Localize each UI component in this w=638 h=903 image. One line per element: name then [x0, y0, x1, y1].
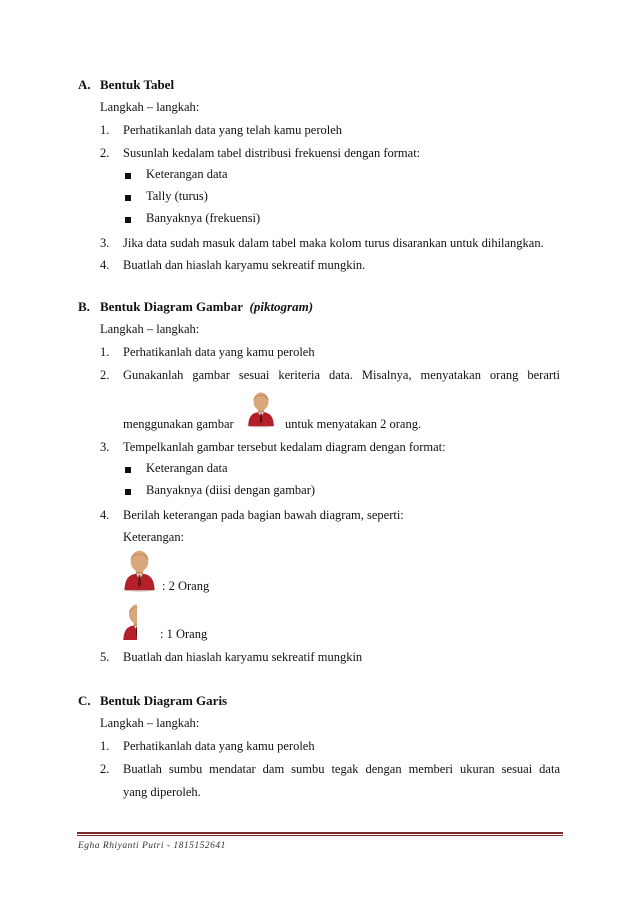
list-item-continued: yang diperoleh.	[123, 785, 201, 799]
section-b-title-italic: (piktogram)	[249, 299, 314, 314]
list-number: 2.	[100, 368, 110, 382]
half-person-icon	[121, 602, 137, 640]
list-item: Tempelkanlah gambar tersebut kedalam diagram dengan format:	[123, 440, 446, 454]
list-item: Buatlah dan hiaslah karyamu sekreatif mungkin.	[123, 258, 366, 272]
list-item-continued: menggunakan gambar	[123, 417, 234, 431]
list-number: 3.	[100, 440, 110, 454]
list-number: 3.	[100, 236, 110, 250]
list-number: 1.	[100, 123, 110, 137]
list-item: Buatlah dan hiaslah karyamu sekreatif mungkin	[123, 650, 363, 664]
section-b-steps-label: Langkah – langkah:	[100, 322, 200, 336]
list-item-continued: untuk menyatakan 2 orang.	[285, 417, 422, 431]
list-item: Buatlah sumbu mendatar dam sumbu tegak dengan memberi ukuran sesuai data	[123, 762, 560, 776]
section-b-letter: B.	[78, 299, 90, 314]
list-item: Perhatikanlah data yang kamu peroleh	[123, 345, 315, 359]
bullet-square	[125, 467, 131, 473]
legend-half-value: : 1 Orang	[160, 627, 208, 641]
legend-label: Keterangan:	[123, 530, 185, 544]
section-a-title: Bentuk Tabel	[100, 77, 175, 92]
list-number: 2.	[100, 146, 110, 160]
footer-rule-thin	[77, 835, 563, 836]
bullet-square	[125, 489, 131, 495]
legend-full-value: : 2 Orang	[162, 579, 210, 593]
list-item: Perhatikanlah data yang kamu peroleh	[123, 739, 315, 753]
list-item: Perhatikanlah data yang telah kamu peroleh	[123, 123, 343, 137]
bullet-item: Keterangan data	[146, 461, 228, 475]
list-item: Berilah keterangan pada bagian bawah diagram, seperti:	[123, 508, 404, 522]
section-b-title-main: Bentuk Diagram Gambar	[100, 299, 243, 314]
section-c-title: Bentuk Diagram Garis	[100, 693, 228, 708]
footer-author: Egha Rhiyanti Putri - 1815152641	[78, 841, 226, 851]
list-number: 2.	[100, 762, 110, 776]
person-icon	[246, 387, 276, 431]
bullet-square	[125, 173, 131, 179]
list-item: Jika data sudah masuk dalam tabel maka kolom turus disarankan untuk dihilangkan.	[123, 236, 544, 250]
list-number: 5.	[100, 650, 110, 664]
bullet-item: Banyaknya (diisi dengan gambar)	[146, 483, 316, 497]
section-a-steps-label: Langkah – langkah:	[100, 100, 200, 114]
bullet-square	[125, 195, 131, 201]
list-number: 4.	[100, 508, 110, 522]
bullet-item: Tally (turus)	[146, 189, 208, 203]
list-item: Gunakanlah gambar sesuai keriteria data. Misalnya, menyatakan orang berarti	[123, 368, 560, 382]
section-b-title	[100, 299, 313, 315]
section-a-letter: A.	[78, 77, 91, 92]
bullet-item: Banyaknya (frekuensi)	[146, 211, 261, 225]
list-number: 1.	[100, 345, 110, 359]
bullet-square	[125, 217, 131, 223]
person-icon	[121, 548, 158, 592]
list-item: Susunlah kedalam tabel distribusi frekuensi dengan format:	[123, 146, 421, 160]
list-number: 1.	[100, 739, 110, 753]
bullet-item: Keterangan data	[146, 167, 228, 181]
section-c-letter: C.	[78, 693, 91, 708]
list-number: 4.	[100, 258, 110, 272]
footer-rule	[77, 832, 563, 834]
section-c-steps-label: Langkah – langkah:	[100, 716, 200, 730]
